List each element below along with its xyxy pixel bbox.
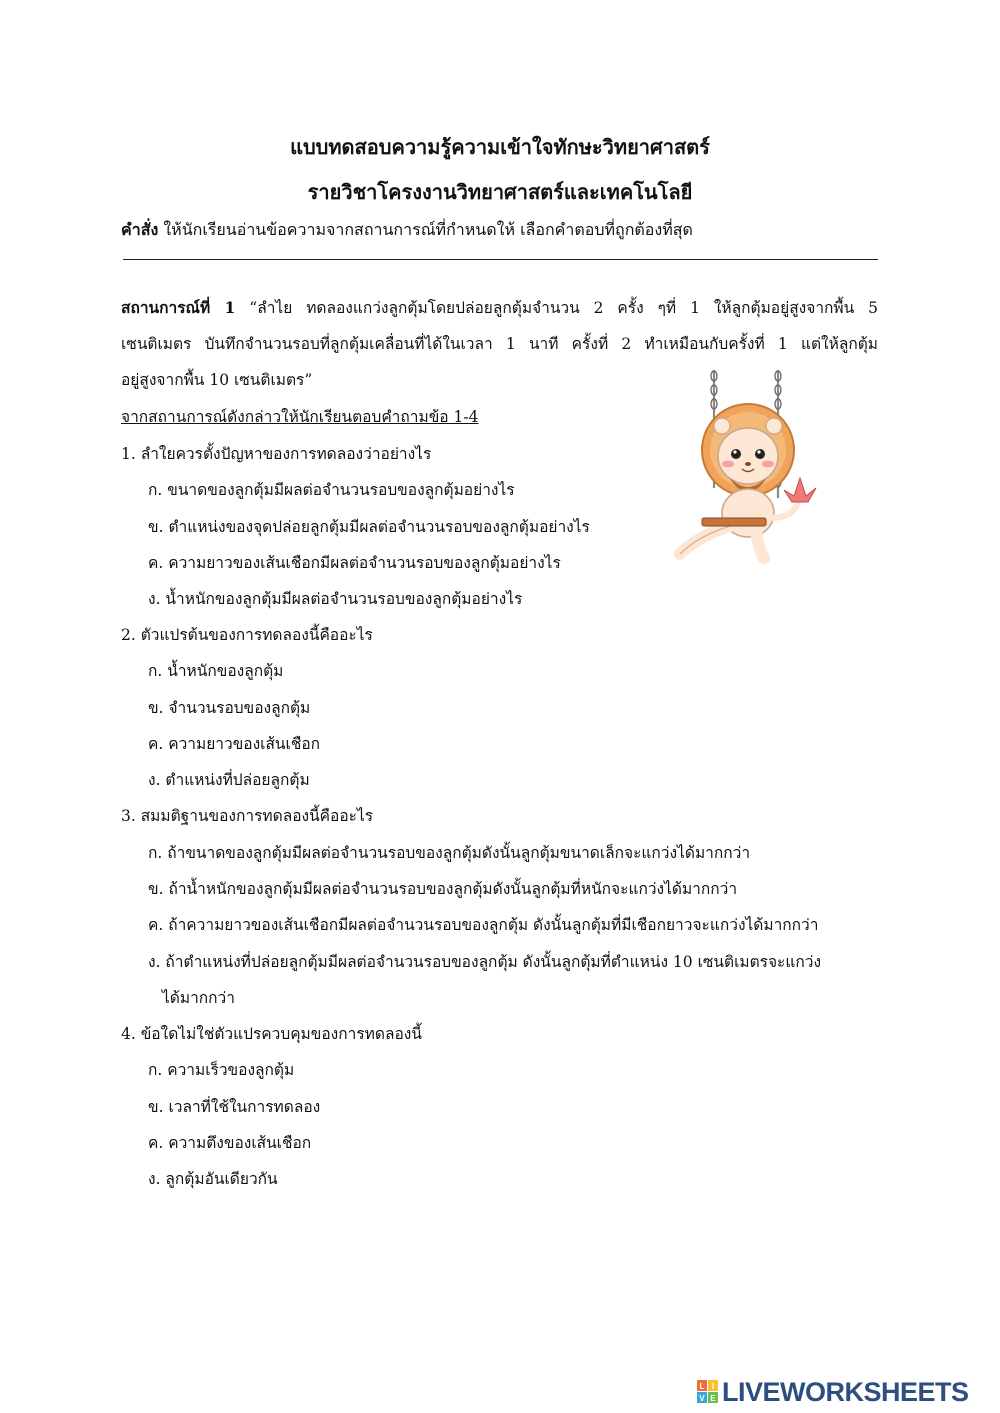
question-2-option-c[interactable]: ค. ความยาวของเส้นเชือก [148, 735, 321, 753]
question-3: 3. สมมติฐานของการทดลองนี้คืออะไร [121, 807, 374, 825]
question-3-option-a[interactable]: ก. ถ้าขนาดของลูกตุ้มมีผลต่อจำนวนรอบของลูกตุ้มดังนั้นลูกตุ้มขนาดเล็กจะแกว่งได้มากกว่า [148, 844, 751, 862]
question-1-option-c[interactable]: ค. ความยาวของเส้นเชือกมีผลต่อจำนวนรอบของลูกตุ้มอย่างไร [148, 554, 561, 572]
instruction [121, 218, 693, 243]
svg-text:V: V [699, 1394, 705, 1403]
svg-text:E: E [710, 1394, 716, 1403]
question-3-option-d[interactable]: ง. ถ้าตำแหน่งที่ปล่อยลูกตุ้มมีผลต่อจำนวนรอบของลูกตุ้ม ดังนั้นลูกตุ้มที่ตำแหน่ง 10 เซนติเมตรจะแกว่ง [148, 953, 822, 971]
question-4-option-c[interactable]: ค. ความตึงของเส้นเชือก [148, 1134, 312, 1152]
question-3-option-b[interactable]: ข. ถ้าน้ำหนักของลูกตุ้มมีผลต่อจำนวนรอบของลูกตุ้มดังนั้นลูกตุ้มที่หนักจะแกว่งได้มากกว่า [148, 880, 738, 898]
question-1-option-b[interactable]: ข. ตำแหน่งของจุดปล่อยลูกตุ้มมีผลต่อจำนวนรอบของลูกตุ้มอย่างไร [148, 518, 590, 536]
question-3-option-c[interactable]: ค. ถ้าความยาวของเส้นเชือกมีผลต่อจำนวนรอบของลูกตุ้ม ดังนั้นลูกตุ้มที่มีเชือกยาวจะแกว่งได้มากกว่า [148, 916, 819, 934]
scenario-label: สถานการณ์ที่ 1 [121, 298, 236, 317]
divider [123, 259, 878, 260]
question-2-option-b[interactable]: ข. จำนวนรอบของลูกตุ้ม [148, 699, 311, 717]
question-4-option-d[interactable]: ง. ลูกตุ้มอันเดียวกัน [148, 1170, 278, 1188]
page-title: แบบทดสอบความรู้ความเข้าใจทักษะวิทยาศาสตร์ [290, 135, 710, 159]
questions-heading: จากสถานการณ์ดังกล่าวให้นักเรียนตอบคำถามข้อ 1-4 [121, 408, 479, 426]
liveworksheets-brand-text[interactable]: LIVEWORKSHEETS [722, 1376, 969, 1407]
instruction-text: ให้นักเรียนอ่านข้อความจากสถานการณ์ที่กำหนดให้ เลือกคำตอบที่ถูกต้องที่สุด [158, 220, 693, 239]
question-1-option-a[interactable]: ก. ขนาดของลูกตุ้มมีผลต่อจำนวนรอบของลูกตุ้มอย่างไร [148, 481, 515, 499]
question-2-option-d[interactable]: ง. ตำแหน่งที่ปล่อยลูกตุ้ม [148, 771, 310, 789]
instruction-label: คำสั่ง [121, 220, 159, 239]
scenario-line-3: อยู่สูงจากพื้น 10 เซนติเมตร” [121, 371, 313, 389]
scenario-line-1: สถานการณ์ที่ 1 “ลำไย ทดลองแกว่งลูกตุ้มโดยปล่อยลูกตุ้มจำนวน 2 ครั้ง ๆที่ 1 ให้ลูกตุ้มอยู่สูงจากพื้น 5 [121, 298, 879, 317]
scenario-line-2: เซนติเมตร บันทึกจำนวนรอบที่ลูกตุ้มเคลื่อนที่ได้ในเวลา 1 นาที ครั้งที่ 2 ทำเหมือนกับครั้งที่ 1 แต่ให้ลูกตุ้ม [121, 335, 878, 353]
svg-text:I: I [711, 1382, 715, 1391]
page-subtitle: รายวิชาโครงงานวิทยาศาสตร์และเทคโนโลยี [307, 180, 693, 204]
question-1-option-d[interactable]: ง. น้ำหนักของลูกตุ้มมีผลต่อจำนวนรอบของลูกตุ้มอย่างไร [148, 590, 523, 608]
question-4-option-b[interactable]: ข. เวลาที่ใช้ในการทดลอง [148, 1098, 321, 1116]
question-2: 2. ตัวแปรต้นของการทดลองนี้คืออะไร [121, 626, 373, 644]
question-4: 4. ข้อใดไม่ใช่ตัวแปรควบคุมของการทดลองนี้ [121, 1025, 422, 1043]
liveworksheets-logo [697, 1378, 969, 1406]
question-4-option-a[interactable]: ก. ความเร็วของลูกตุ้ม [148, 1061, 295, 1079]
liveworksheets-logo-icon [697, 1380, 719, 1404]
question-2-option-a[interactable]: ก. น้ำหนักของลูกตุ้ม [148, 662, 284, 680]
question-1: 1. ลำใยควรตั้งปัญหาของการทดลองว่าอย่างไร [121, 445, 432, 463]
lion-on-swing-icon [668, 368, 840, 564]
question-3-option-d-continuation: ได้มากกว่า [162, 989, 235, 1007]
svg-text:L: L [699, 1382, 705, 1391]
